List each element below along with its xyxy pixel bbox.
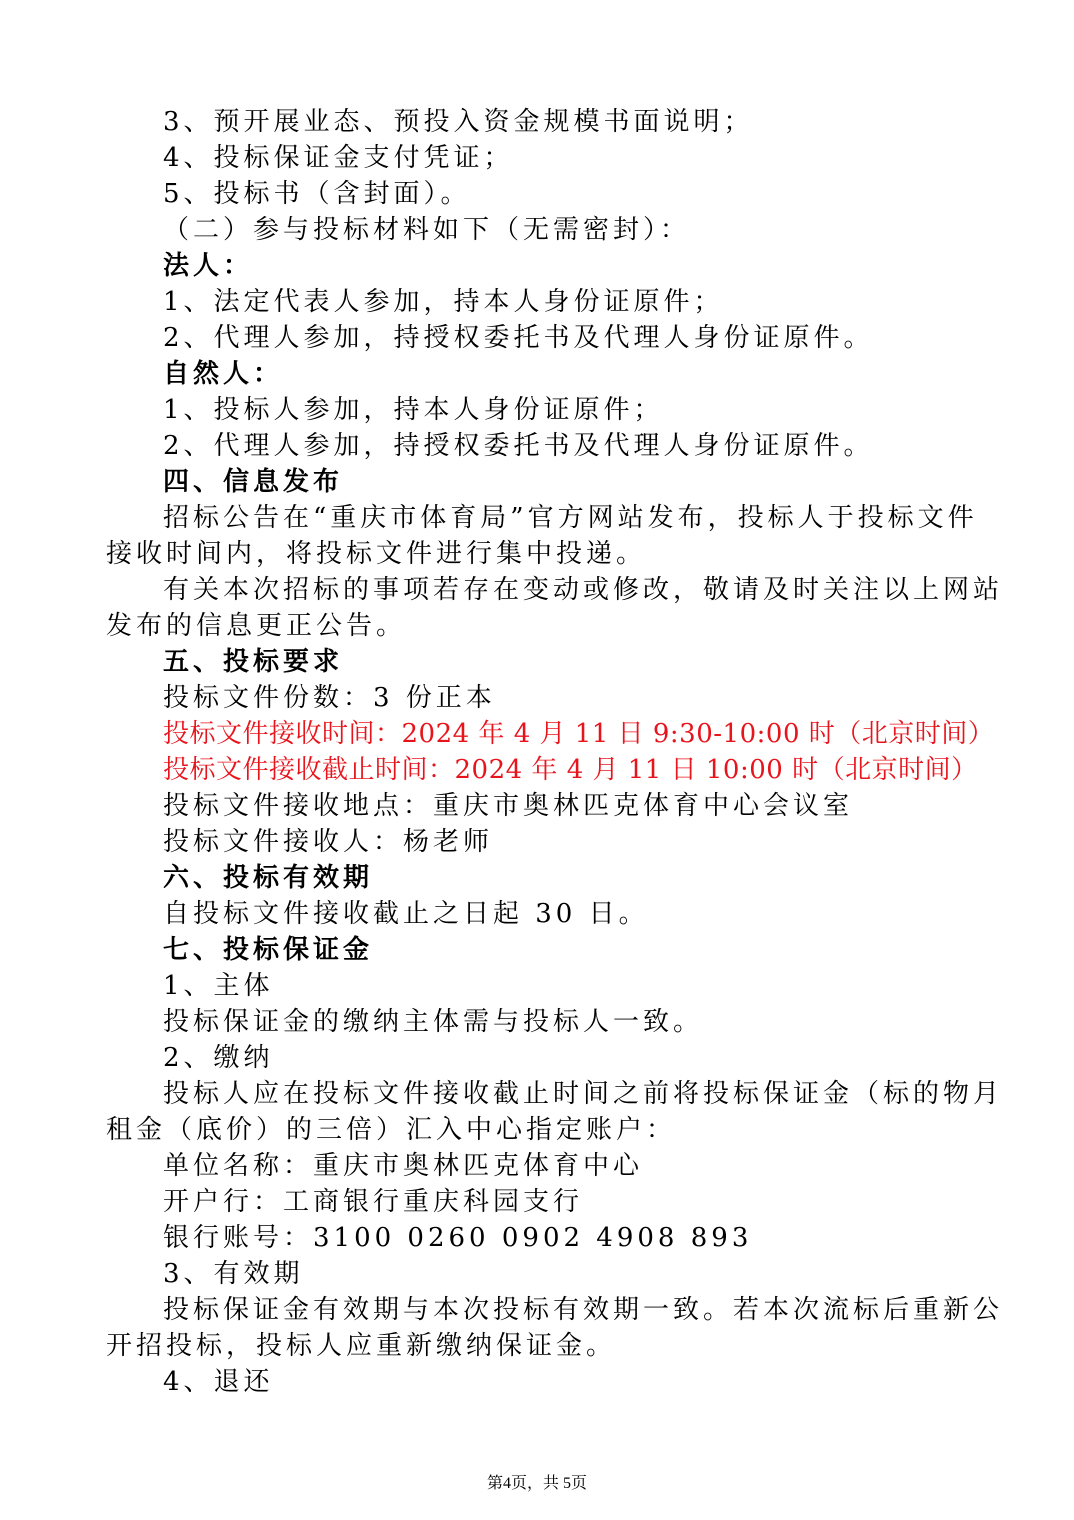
paragraph-line: 银行账号：3100 0260 0902 4908 893 xyxy=(163,1223,753,1253)
paragraph-line: 有关本次招标的事项若存在变动或修改，敬请及时关注以上网站 xyxy=(163,575,1004,605)
paragraph-line: 租金（底价）的三倍）汇入中心指定账户： xyxy=(106,1115,677,1145)
paragraph-line: 1、法定代表人参加，持本人身份证原件； xyxy=(163,287,724,317)
paragraph-line: 3、有效期 xyxy=(163,1259,304,1289)
paragraph-line: 2、缴纳 xyxy=(163,1043,274,1073)
paragraph-line: 1、投标人参加，持本人身份证原件； xyxy=(163,395,664,425)
paragraph-line: 4、退还 xyxy=(163,1367,274,1397)
paragraph-line: 投标文件份数：3 份正本 xyxy=(163,683,496,713)
paragraph-line: 投标文件接收人：杨老师 xyxy=(163,827,494,857)
paragraph-line: 开户行：工商银行重庆科园支行 xyxy=(163,1187,584,1217)
natural-person-heading: 自然人： xyxy=(163,359,284,389)
paragraph-line: 投标人应在投标文件接收截止时间之前将投标保证金（标的物月 xyxy=(163,1079,1004,1109)
paragraph-line: 投标文件接收地点：重庆市奥林匹克体育中心会议室 xyxy=(163,791,854,821)
section-heading-deposit: 七、投标保证金 xyxy=(163,935,374,965)
paragraph-line: 投标保证金有效期与本次投标有效期一致。若本次流标后重新公 xyxy=(163,1295,1004,1325)
paragraph-line: 2、代理人参加，持授权委托书及代理人身份证原件。 xyxy=(163,431,874,461)
paragraph-line: 单位名称：重庆市奥林匹克体育中心 xyxy=(163,1151,644,1181)
paragraph-line: 1、主体 xyxy=(163,971,274,1001)
list-item-5: 5、投标书（含封面）。 xyxy=(163,179,471,209)
section-heading-requirements: 五、投标要求 xyxy=(163,647,344,677)
receipt-time-line: 投标文件接收时间：2024 年 4 月 11 日 9:30-10:00 时（北京时间） xyxy=(163,719,995,749)
section-heading-info: 四、信息发布 xyxy=(163,467,344,497)
deadline-line: 投标文件接收截止时间：2024 年 4 月 11 日 10:00 时（北京时间） xyxy=(163,755,978,785)
section-heading-validity: 六、投标有效期 xyxy=(163,863,374,893)
legal-person-heading: 法人： xyxy=(163,251,254,281)
paragraph-line: 开招投标，投标人应重新缴纳保证金。 xyxy=(106,1331,617,1361)
paragraph-line: 2、代理人参加，持授权委托书及代理人身份证原件。 xyxy=(163,323,874,353)
subsection-heading: （二）参与投标材料如下（无需密封）： xyxy=(163,215,691,245)
paragraph-line: 投标保证金的缴纳主体需与投标人一致。 xyxy=(163,1007,704,1037)
paragraph-line: 招标公告在“重庆市体育局”官方网站发布，投标人于投标文件 xyxy=(163,503,978,533)
page-footer: 第4页，共 5页 xyxy=(486,1475,587,1492)
paragraph-line: 发布的信息更正公告。 xyxy=(106,611,407,641)
list-item-3: 3、预开展业态、预投入资金规模书面说明； xyxy=(163,107,754,137)
paragraph-line: 接收时间内，将投标文件进行集中投递。 xyxy=(106,539,647,569)
list-item-4: 4、投标保证金支付凭证； xyxy=(163,143,514,173)
paragraph-line: 自投标文件接收截止之日起 30 日。 xyxy=(163,899,649,929)
